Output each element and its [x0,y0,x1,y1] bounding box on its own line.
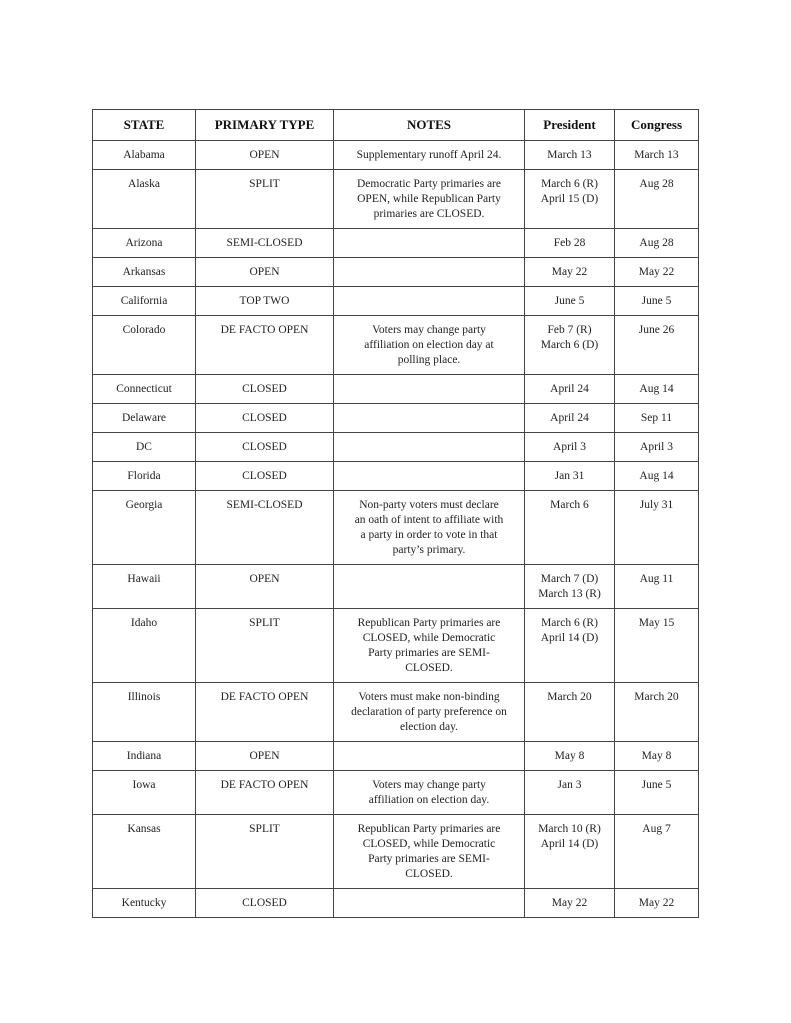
cell-congress: Aug 28 [615,229,699,258]
table-row [93,229,699,258]
table-row [93,258,699,287]
cell-primary-type: DE FACTO OPEN [196,316,334,375]
table-row [93,491,699,565]
cell-primary-type: OPEN [196,141,334,170]
cell-state: Delaware [93,404,196,433]
cell-notes [334,889,525,918]
cell-president: March 7 (D) March 13 (R) [525,565,615,609]
cell-president: Jan 3 [525,771,615,815]
table-row [93,141,699,170]
cell-notes [334,433,525,462]
header-notes: NOTES [334,110,525,141]
cell-primary-type: SPLIT [196,815,334,889]
cell-president: April 24 [525,375,615,404]
cell-primary-type: TOP TWO [196,287,334,316]
cell-president: March 13 [525,141,615,170]
cell-notes [334,742,525,771]
cell-primary-type: CLOSED [196,462,334,491]
table-row [93,316,699,375]
cell-primary-type: DE FACTO OPEN [196,771,334,815]
cell-notes [334,229,525,258]
table-row [93,375,699,404]
cell-notes [334,287,525,316]
cell-congress: Aug 14 [615,462,699,491]
table-row [93,683,699,742]
cell-congress: Aug 7 [615,815,699,889]
cell-president: March 10 (R) April 14 (D) [525,815,615,889]
cell-state: Georgia [93,491,196,565]
table-row [93,742,699,771]
table-row [93,170,699,229]
cell-primary-type: CLOSED [196,404,334,433]
cell-congress: May 15 [615,609,699,683]
cell-notes [334,462,525,491]
cell-president: April 3 [525,433,615,462]
cell-state: DC [93,433,196,462]
header-row [93,110,699,141]
cell-president: March 6 (R) April 15 (D) [525,170,615,229]
cell-primary-type: DE FACTO OPEN [196,683,334,742]
cell-state: Arizona [93,229,196,258]
table-row [93,565,699,609]
cell-primary-type: CLOSED [196,433,334,462]
cell-state: Alaska [93,170,196,229]
table-row [93,609,699,683]
cell-notes [334,404,525,433]
cell-primary-type: CLOSED [196,375,334,404]
cell-president: March 6 [525,491,615,565]
header-primary-type: PRIMARY TYPE [196,110,334,141]
cell-primary-type: OPEN [196,565,334,609]
cell-congress: May 22 [615,889,699,918]
cell-notes: Voters may change party affiliation on election day at polling place. [334,316,525,375]
table-row [93,889,699,918]
cell-notes: Republican Party primaries are CLOSED, while Democratic Party primaries are SEMI- CLOSED. [334,609,525,683]
table-row [93,815,699,889]
cell-congress: Aug 28 [615,170,699,229]
cell-notes [334,565,525,609]
cell-congress: March 20 [615,683,699,742]
cell-state: Hawaii [93,565,196,609]
cell-notes: Democratic Party primaries are OPEN, while Republican Party primaries are CLOSED. [334,170,525,229]
cell-president: May 22 [525,889,615,918]
table-body [93,141,699,918]
cell-primary-type: SEMI-CLOSED [196,491,334,565]
cell-congress: Aug 14 [615,375,699,404]
cell-congress: June 5 [615,287,699,316]
cell-state: Kentucky [93,889,196,918]
cell-congress: May 8 [615,742,699,771]
cell-president: Jan 31 [525,462,615,491]
cell-primary-type: OPEN [196,258,334,287]
table-row [93,404,699,433]
cell-state: California [93,287,196,316]
cell-president: Feb 28 [525,229,615,258]
cell-notes: Supplementary runoff April 24. [334,141,525,170]
cell-state: Arkansas [93,258,196,287]
cell-congress: May 22 [615,258,699,287]
header-president: President [525,110,615,141]
cell-congress: Aug 11 [615,565,699,609]
cell-notes: Voters must make non-binding declaration of party preference on election day. [334,683,525,742]
cell-president: May 8 [525,742,615,771]
table-row [93,462,699,491]
cell-congress: April 3 [615,433,699,462]
cell-president: March 20 [525,683,615,742]
cell-state: Kansas [93,815,196,889]
table-header [93,110,699,141]
cell-primary-type: OPEN [196,742,334,771]
cell-congress: June 5 [615,771,699,815]
cell-primary-type: CLOSED [196,889,334,918]
cell-notes [334,375,525,404]
cell-state: Alabama [93,141,196,170]
cell-primary-type: SPLIT [196,170,334,229]
cell-congress: July 31 [615,491,699,565]
cell-notes: Republican Party primaries are CLOSED, while Democratic Party primaries are SEMI- CLOSED. [334,815,525,889]
cell-state: Idaho [93,609,196,683]
cell-notes [334,258,525,287]
cell-notes: Voters may change party affiliation on election day. [334,771,525,815]
cell-state: Connecticut [93,375,196,404]
cell-state: Florida [93,462,196,491]
primaries-table [92,109,699,918]
cell-state: Illinois [93,683,196,742]
cell-president: April 24 [525,404,615,433]
cell-congress: Sep 11 [615,404,699,433]
cell-president: Feb 7 (R) March 6 (D) [525,316,615,375]
table-row [93,771,699,815]
cell-primary-type: SPLIT [196,609,334,683]
table-row [93,287,699,316]
cell-president: March 6 (R) April 14 (D) [525,609,615,683]
cell-congress: March 13 [615,141,699,170]
cell-state: Indiana [93,742,196,771]
header-state: STATE [93,110,196,141]
table-row [93,433,699,462]
cell-congress: June 26 [615,316,699,375]
cell-state: Colorado [93,316,196,375]
cell-president: June 5 [525,287,615,316]
cell-president: May 22 [525,258,615,287]
header-congress: Congress [615,110,699,141]
cell-primary-type: SEMI-CLOSED [196,229,334,258]
cell-notes: Non-party voters must declare an oath of intent to affiliate with a party in order to vote in that party’s primary. [334,491,525,565]
cell-state: Iowa [93,771,196,815]
